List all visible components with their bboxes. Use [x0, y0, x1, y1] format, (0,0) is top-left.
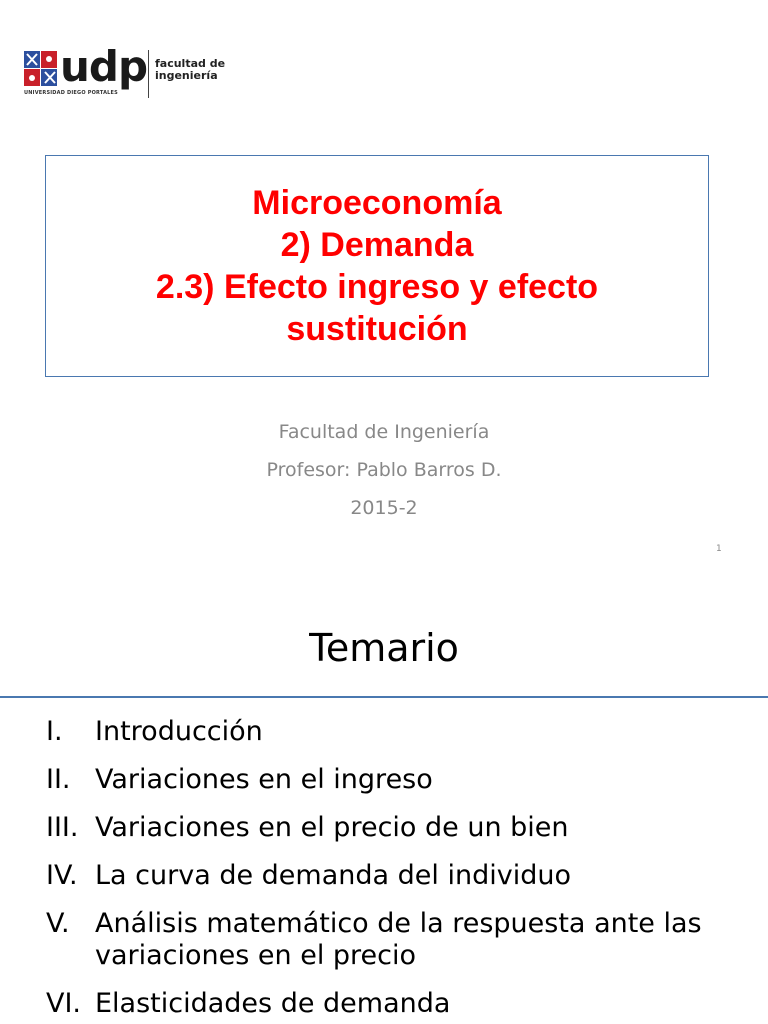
list-item-text: Variaciones en el precio de un bien	[95, 812, 569, 843]
udp-logo	[24, 42, 234, 100]
agenda-title: Temario	[309, 626, 459, 670]
title-topic-line2: sustitución	[286, 310, 468, 348]
subtitle-term: 2015-2	[350, 497, 418, 519]
list-item-number: VI.	[46, 988, 82, 1019]
title-box	[45, 155, 709, 377]
list-item-number: II.	[46, 764, 71, 795]
title-rule	[0, 696, 768, 698]
subtitle-faculty: Facultad de Ingeniería	[278, 421, 490, 443]
list-item-number: III.	[46, 812, 79, 843]
agenda-slide	[0, 588, 768, 1024]
list-item	[46, 908, 746, 972]
title-course: Microeconomía	[252, 184, 502, 222]
slide-separator	[0, 580, 768, 588]
logo-wordmark: udp	[60, 42, 148, 91]
slide-number: 1	[716, 544, 722, 554]
list-item	[46, 812, 746, 844]
list-item	[46, 860, 746, 892]
agenda-list	[46, 716, 746, 1024]
list-item	[46, 988, 746, 1020]
list-item	[46, 716, 746, 748]
list-item-text: Introducción	[95, 716, 263, 747]
subtitle-professor: Profesor: Pablo Barros D.	[266, 459, 502, 481]
logo-faculty	[155, 58, 225, 82]
logo-faculty-line1: facultad de	[155, 57, 226, 70]
logo-university-name: UNIVERSIDAD DIEGO PORTALES	[24, 90, 118, 96]
logo-faculty-line2: ingeniería	[155, 69, 218, 82]
title-topic-line1: 2.3) Efecto ingreso y efecto	[155, 268, 599, 306]
logo-divider	[148, 50, 149, 98]
title-unit: 2) Demanda	[280, 226, 474, 264]
list-item-number: IV.	[46, 860, 78, 891]
university-crest-icon	[24, 51, 58, 87]
list-item-text: Variaciones en el ingreso	[95, 764, 433, 795]
list-item-text: Elasticidades de demanda	[95, 988, 451, 1019]
list-item-text: Análisis matemático de la respuesta ante las variaciones en el precio	[95, 908, 702, 971]
list-item-number: I.	[46, 716, 63, 747]
list-item	[46, 764, 746, 796]
list-item-number: V.	[46, 908, 70, 939]
list-item-text: La curva de demanda del individuo	[95, 860, 571, 891]
